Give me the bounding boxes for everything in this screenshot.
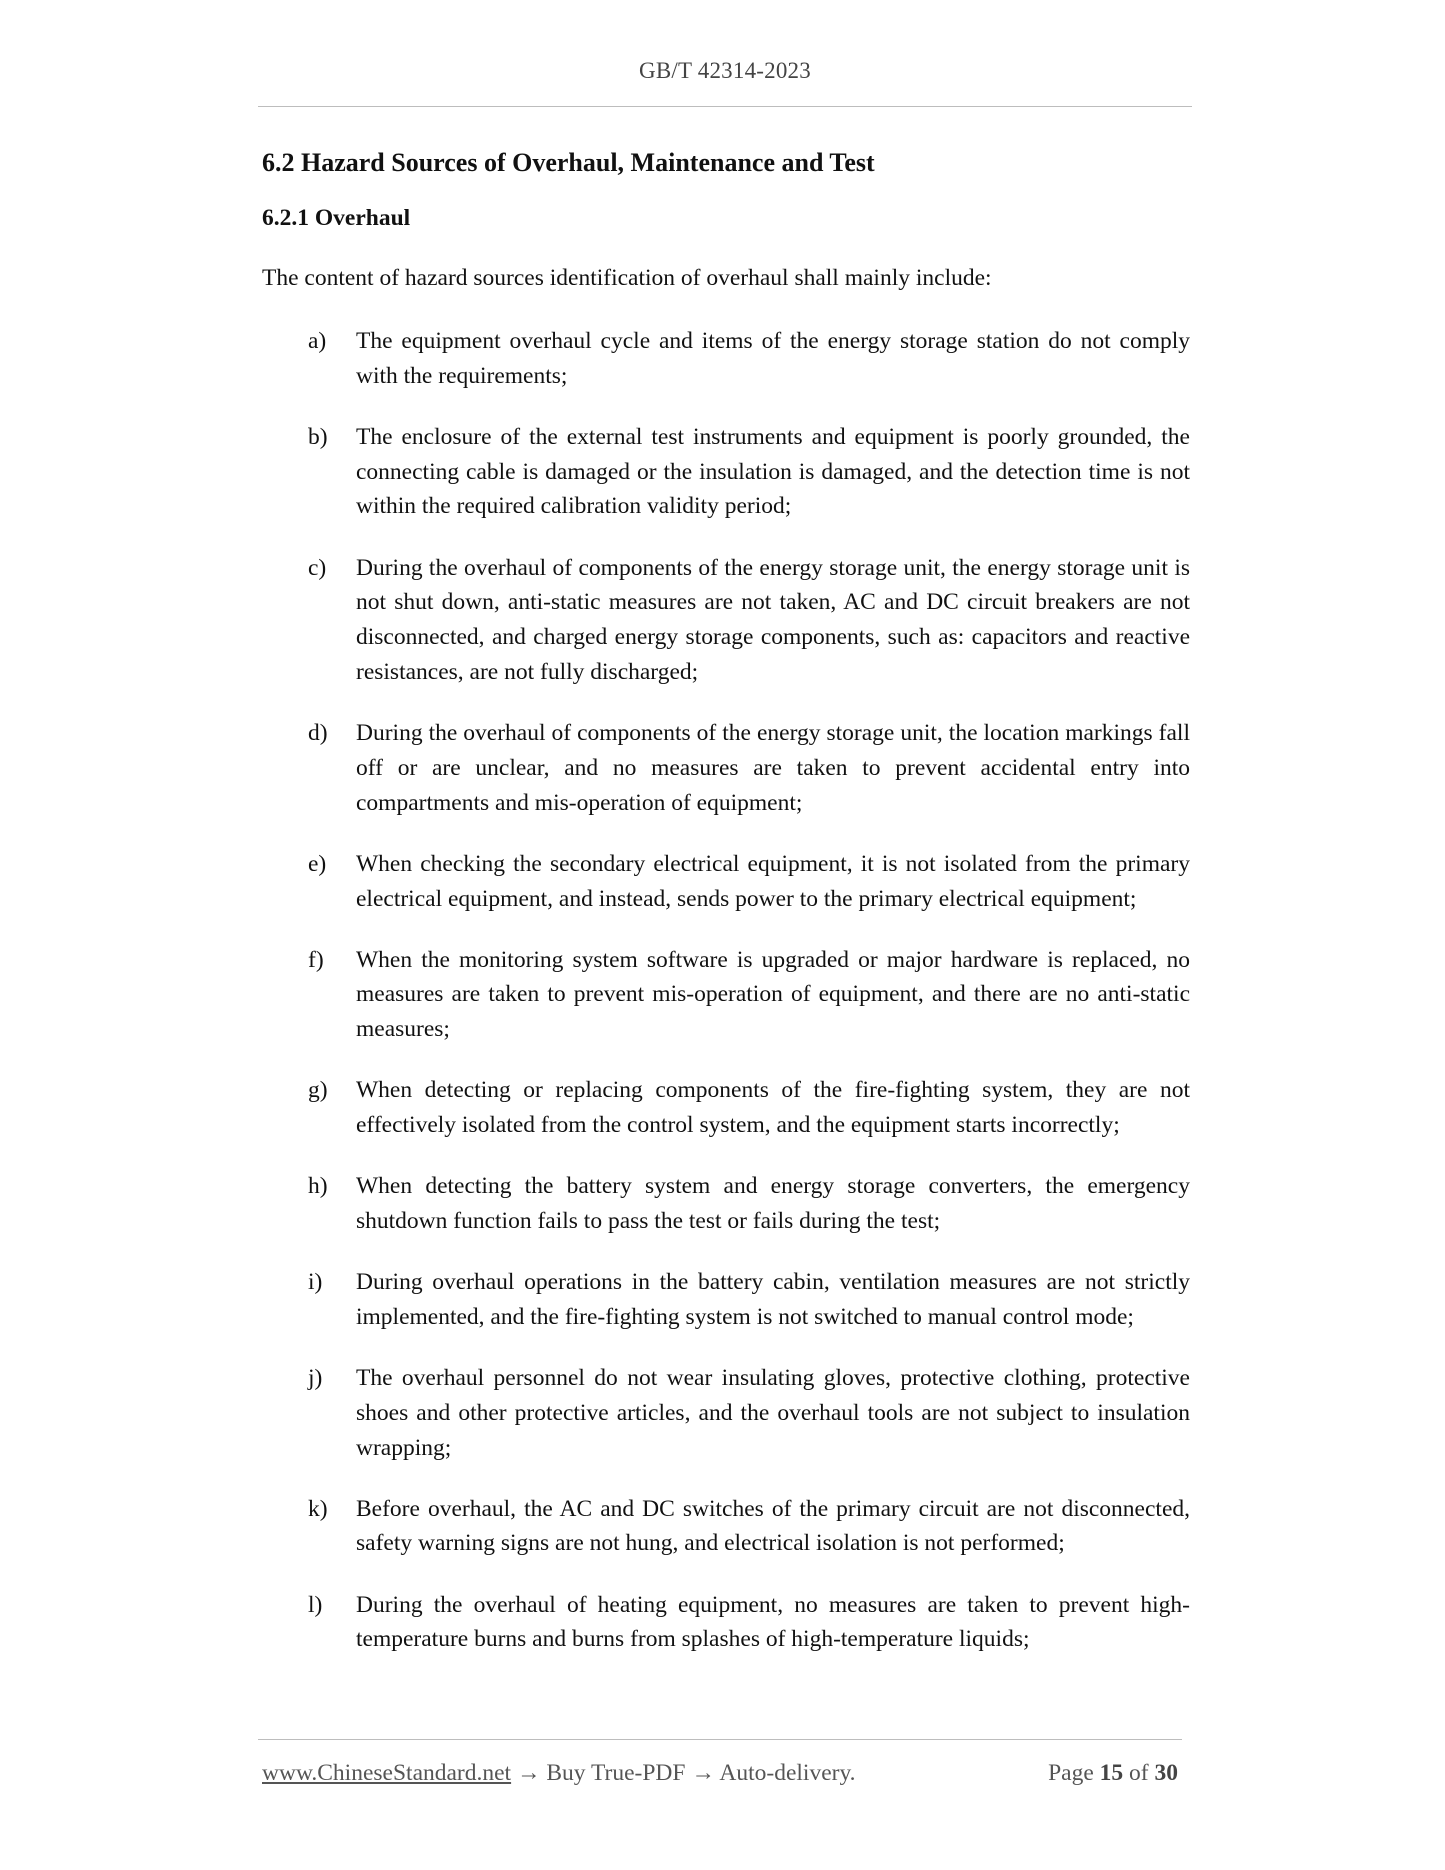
header-divider <box>258 106 1192 107</box>
list-item-text: When detecting or replacing components of the fire-fighting system, they are not effectively isolated from the control system, and the equipment starts incorrectly; <box>356 1077 1190 1139</box>
website-link[interactable]: www.ChineseStandard.net <box>262 1760 512 1786</box>
list-item-text: During the overhaul of heating equipment, no measures are taken to prevent high-temperature burns and burns from splashes of high-temperature liquids; <box>356 1591 1190 1653</box>
list-item-text: When the monitoring system software is upgraded or major hardware is replaced, no measures are taken to prevent mis-operation of equipment, and there are no anti-static measures; <box>356 946 1190 1043</box>
current-page-number: 15 <box>1099 1760 1124 1786</box>
footer-divider <box>258 1739 1182 1740</box>
subsection-title: 6.2.1 Overhaul <box>262 205 411 231</box>
list-item-marker: d) <box>308 720 328 747</box>
footer-promo <box>262 1758 856 1788</box>
list-item <box>262 1361 1190 1465</box>
list-item-marker: e) <box>308 850 327 877</box>
footer-tagline: → Buy True-PDF → Auto-delivery. <box>511 1760 856 1786</box>
page-header-doc-id: GB/T 42314-2023 <box>639 58 811 83</box>
list-item-marker: a) <box>308 328 327 354</box>
page-content <box>262 146 1190 1683</box>
list-item-text: Before overhaul, the AC and DC switches of the primary circuit are not disconnected, safety warning signs are not hung, and electrical isolation is not performed; <box>356 1495 1190 1557</box>
list-item-marker: j) <box>308 1365 323 1391</box>
intro-paragraph: The content of hazard sources identification of overhaul shall mainly include: <box>262 265 992 291</box>
section-title: 6.2 Hazard Sources of Overhaul, Maintenance and Test <box>262 148 875 177</box>
list-item <box>262 551 1190 690</box>
list-item-marker: h) <box>308 1173 328 1200</box>
page-indicator <box>1048 1758 1178 1788</box>
of-label: of <box>1129 1760 1149 1786</box>
list-item-marker: g) <box>308 1077 328 1104</box>
list-item <box>262 420 1190 524</box>
list-item-marker: f) <box>308 946 324 973</box>
list-item-marker: l) <box>308 1591 323 1618</box>
list-item-text: During the overhaul of components of the energy storage unit, the energy storage unit is not shut down, anti-static measures are not taken, AC and DC circuit breakers are not disconnected, and charged energy storage components, such as: capacitors and reactive resistances, are not fully discharged; <box>356 554 1190 685</box>
list-item-marker: k) <box>308 1495 328 1522</box>
total-page-count: 30 <box>1154 1760 1178 1786</box>
list-item-text: The overhaul personnel do not wear insulating gloves, protective clothing, protective shoes and other protective articles, and the overhaul tools are not subject to insulation wrapping; <box>356 1365 1190 1461</box>
list-item-text: During overhaul operations in the battery cabin, ventilation measures are not strictly implemented, and the fire-fighting system is not switched to manual control mode; <box>356 1269 1190 1330</box>
list-item <box>262 847 1190 917</box>
list-item <box>262 1169 1190 1239</box>
list-item <box>262 1073 1190 1143</box>
list-item <box>262 324 1190 394</box>
list-item-text: When checking the secondary electrical equipment, it is not isolated from the primary electrical equipment, and instead, sends power to the primary electrical equipment; <box>356 850 1190 912</box>
list-item <box>262 1588 1190 1658</box>
list-item-text: The equipment overhaul cycle and items of the energy storage station do not comply with the requirements; <box>356 328 1190 389</box>
list-item-marker: b) <box>308 423 328 450</box>
list-item-text: During the overhaul of components of the energy storage unit, the location markings fall off or are unclear, and no measures are taken to prevent accidental entry into compartments and mis-operation of equipment; <box>356 720 1190 816</box>
list-item-marker: c) <box>308 554 327 581</box>
list-item-text: When detecting the battery system and energy storage converters, the emergency shutdown function fails to pass the test or fails during the test; <box>356 1173 1190 1235</box>
list-item-text: The enclosure of the external test instruments and equipment is poorly grounded, the connecting cable is damaged or the insulation is damaged, and the detection time is not within the required calibration validity period; <box>356 423 1190 520</box>
hazard-list <box>262 324 1190 1657</box>
list-item <box>262 1265 1190 1335</box>
page-label: Page <box>1048 1760 1094 1786</box>
list-item <box>262 716 1190 820</box>
list-item-marker: i) <box>308 1269 323 1296</box>
list-item <box>262 1492 1190 1562</box>
list-item <box>262 943 1190 1047</box>
